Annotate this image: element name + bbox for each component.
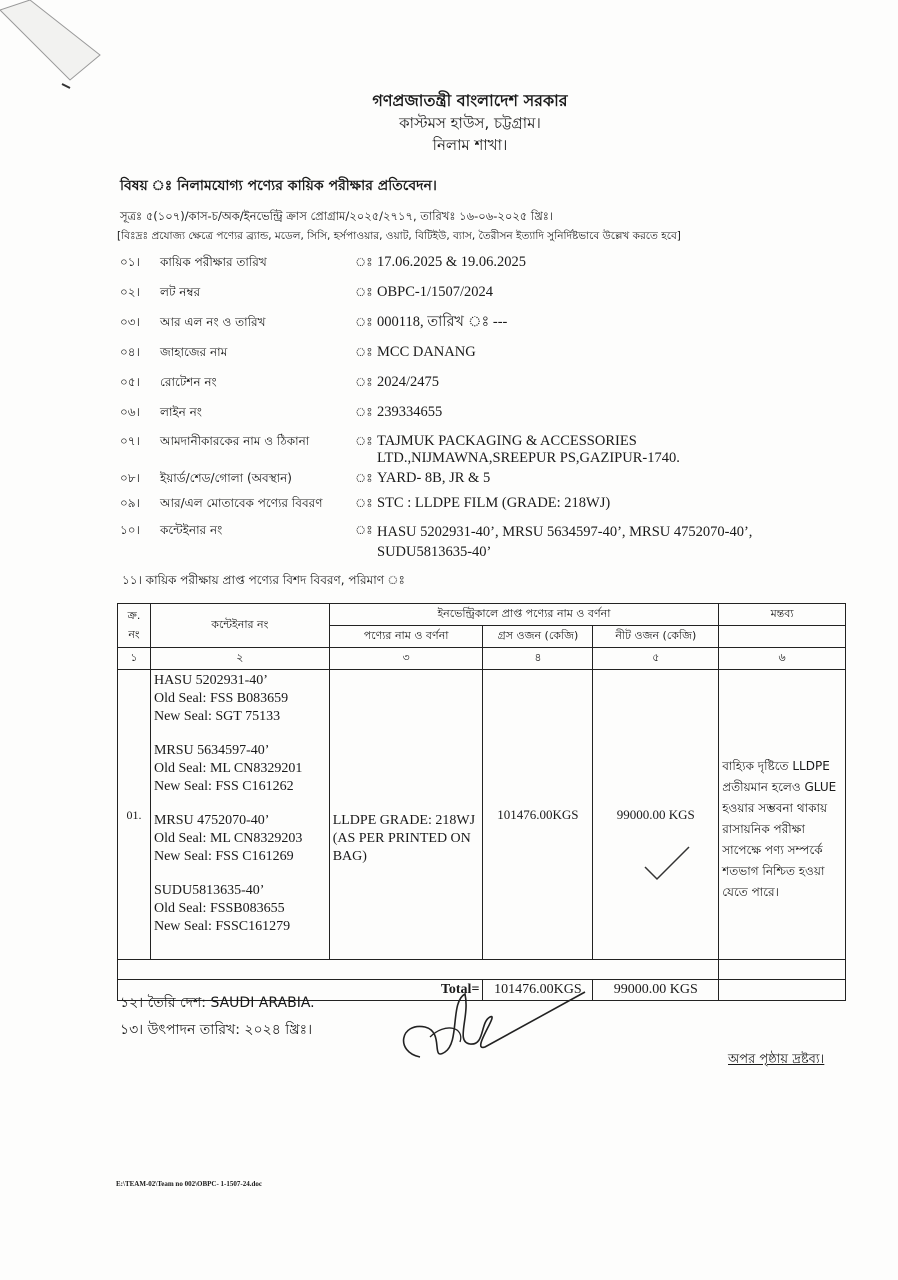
header-remarks-blank	[719, 626, 846, 648]
field-label: আমদানীকারকের নাম ও ঠিকানা	[160, 434, 310, 448]
field-number: ০১।	[120, 255, 140, 269]
field-label: কন্টেইনার নং	[160, 523, 223, 537]
container-number: SUDU5813635-40’	[153, 883, 265, 898]
field-value: 17.06.2025 & 19.06.2025	[377, 254, 527, 270]
field-row	[120, 404, 820, 424]
office-name: কাস্টমস হাউস, চট্টগ্রাম।	[399, 114, 541, 132]
container-list	[150, 670, 329, 960]
new-seal: New Seal: FSS C161269	[153, 849, 294, 864]
field-row	[120, 254, 820, 274]
field-value: HASU 5202931-40’, MRSU 5634597-40’, MRSU 4752070-40’, SUDU5813635-40’	[377, 524, 753, 560]
origin-country: ১২। তৈরি দেশ: SAUDI ARABIA.	[120, 995, 315, 1011]
total-net: 99000.00 KGS	[593, 980, 719, 1001]
field-value: 000118, তারিখ ঃ ---	[377, 314, 508, 330]
table-spacer-row	[118, 960, 846, 980]
field-separator: ঃ	[355, 375, 373, 389]
net-weight: 99000.00 KGS	[616, 806, 695, 822]
table-header-row	[118, 604, 846, 626]
container-number: HASU 5202931-40’	[153, 673, 268, 688]
header-remarks: মন্তব্য	[719, 604, 846, 626]
field-number: ১০।	[120, 523, 140, 537]
new-seal: New Seal: FSS C161262	[153, 779, 294, 794]
table-row	[118, 670, 846, 960]
field-label: লাইন নং	[160, 405, 202, 419]
field-value: 239334655	[377, 404, 443, 420]
old-seal: Old Seal: ML CN8329201	[153, 761, 303, 776]
field-value: MCC DANANG	[377, 344, 476, 360]
field-separator: ঃ	[355, 471, 373, 485]
index-cell: ২	[150, 648, 329, 670]
field-separator: ঃ	[355, 345, 373, 359]
field-number: ০৪।	[120, 345, 140, 359]
field-label: জাহাজের নাম	[160, 345, 228, 359]
field-separator: ঃ	[355, 496, 373, 510]
index-cell: ৪	[483, 648, 593, 670]
gross-weight: 101476.00KGS	[483, 670, 593, 960]
old-seal: Old Seal: FSSB083655	[153, 901, 285, 916]
field-separator: ঃ	[355, 405, 373, 419]
container-number: MRSU 4752070-40’	[153, 813, 270, 828]
row-serial: 01.	[118, 670, 151, 960]
header-container: কন্টেইনার নং	[150, 604, 329, 648]
field-label: ইয়ার্ড/শেড/গোলা (অবস্থান)	[160, 471, 292, 485]
signature-image	[390, 982, 590, 1067]
file-path: E:\TEAM-02\Team no 002\OBPC- 1-1507-24.doc	[116, 1180, 262, 1188]
header-description: পণ্যের নাম ও বর্ণনা	[329, 626, 483, 648]
old-seal: Old Seal: ML CN8329203	[153, 831, 303, 846]
total-gross: 101476.00KGS	[483, 980, 593, 1001]
field-separator: ঃ	[355, 255, 373, 269]
field-label: কায়িক পরীক্ষার তারিখ	[160, 255, 267, 269]
old-seal: Old Seal: FSS B083659	[153, 691, 289, 706]
container-number: MRSU 5634597-40’	[153, 743, 270, 758]
goods-description: LLDPE GRADE: 218WJ (AS PER PRINTED ON BAG)	[329, 670, 483, 960]
total-label: Total=	[118, 980, 483, 1001]
goods-table	[117, 603, 846, 1001]
field-number: ০৮।	[120, 471, 140, 485]
field-separator: ঃ	[355, 315, 373, 329]
field-value: YARD- 8B, JR & 5	[377, 470, 491, 486]
field-number: ০৬।	[120, 405, 140, 419]
field-row	[120, 433, 820, 467]
field-number: ০৯।	[120, 496, 140, 510]
field-number: ০৭।	[120, 434, 140, 448]
table-index-row	[118, 648, 846, 670]
field-row	[120, 522, 820, 562]
header-inventory: ইনভেন্ট্রিকালে প্রাপ্ত পণ্যের নাম ও বর্ণনা	[329, 604, 718, 626]
index-cell: ৬	[719, 648, 846, 670]
field-value: STC : LLDPE FILM (GRADE: 218WJ)	[377, 495, 611, 511]
instruction-note: [বিঃদ্রঃ প্রযোজ্য ক্ষেত্রে পণ্যের ব্র্যান্ড, মডেল, সিসি, হর্সপাওয়ার, ওয়াট, বিটিইউ, ব্যাস, তৈরীসন ইত্যাদি সুনির্দিষ্টভাবে উল্লেখ করতে হবে]	[117, 230, 681, 242]
field-number: ০২।	[120, 285, 140, 299]
field-value: 2024/2475	[377, 374, 440, 390]
subject-line: বিষয় ঃ নিলামযোগ্য পণ্যের কায়িক পরীক্ষার প্রতিবেদন।	[120, 178, 437, 194]
header-net-weight: নীট ওজন (কেজি)	[593, 626, 719, 648]
letterhead	[300, 90, 640, 156]
field-row	[120, 284, 820, 304]
total-remarks-blank	[719, 980, 846, 1001]
net-weight-cell	[593, 670, 719, 960]
section-11-heading: ১১। কায়িক পরীক্ষায় প্রাপ্ত পণ্যের বিশদ বিবরণ, পরিমাণ ঃ	[122, 573, 405, 587]
reference-line: সূত্রঃ ৫(১০৭)/কাস-চ/অক/ইনভেন্ট্রি ক্রাস প্রোগ্রাম/২০২৫/২৭১৭, তারিখঃ ১৬-০৬-২০২৫ খ্রিঃ।	[120, 209, 554, 223]
header-gross-weight: গ্রস ওজন (কেজি)	[483, 626, 593, 648]
field-label: আর/এল মোতাবেক পণ্যের বিবরণ	[160, 496, 323, 510]
see-overleaf-note: অপর পৃষ্ঠায় দ্রষ্টব্য।	[728, 1052, 825, 1067]
field-row	[120, 495, 820, 515]
government-title: গণপ্রজাতন্ত্রী বাংলাদেশ সরকার	[372, 91, 568, 110]
header-serial: ক্র. নং	[118, 604, 151, 648]
field-number: ০৩।	[120, 315, 140, 329]
production-date: ১৩। উৎপাদন তারিখ: ২০২৪ খ্রিঃ।	[120, 1022, 313, 1038]
field-row	[120, 344, 820, 364]
field-label: রোটেশন নং	[160, 375, 217, 389]
field-separator: ঃ	[355, 434, 373, 448]
field-separator: ঃ	[355, 285, 373, 299]
index-cell: ১	[118, 648, 151, 670]
index-cell: ৩	[329, 648, 483, 670]
field-label: লট নম্বর	[160, 285, 201, 299]
field-value: TAJMUK PACKAGING & ACCESSORIES LTD.,NIJMAWNA,SREEPUR PS,GAZIPUR-1740.	[377, 433, 680, 466]
index-cell: ৫	[593, 648, 719, 670]
remarks-cell: বাহ্যিক দৃষ্টিতে LLDPE প্রতীয়মান হলেও GLUE হওয়ার সম্ভবনা থাকায় রাসায়নিক পরীক্ষা সাপেক্ষে পণ্য সম্পর্কে শতভাগ নিশ্চিত হওয়া যেতে পারে।	[719, 670, 846, 960]
checkmark-icon	[643, 845, 693, 885]
new-seal: New Seal: SGT 75133	[153, 709, 281, 724]
page-fold-mark	[0, 0, 140, 100]
field-value: OBPC-1/1507/2024	[377, 284, 494, 300]
branch-name: নিলাম শাখা।	[432, 136, 508, 154]
field-separator: ঃ	[355, 523, 373, 537]
field-label: আর এল নং ও তারিখ	[160, 315, 266, 329]
field-number: ০৫।	[120, 375, 140, 389]
field-row	[120, 314, 820, 334]
new-seal: New Seal: FSSC161279	[153, 919, 291, 934]
field-row	[120, 374, 820, 394]
field-row	[120, 470, 820, 490]
